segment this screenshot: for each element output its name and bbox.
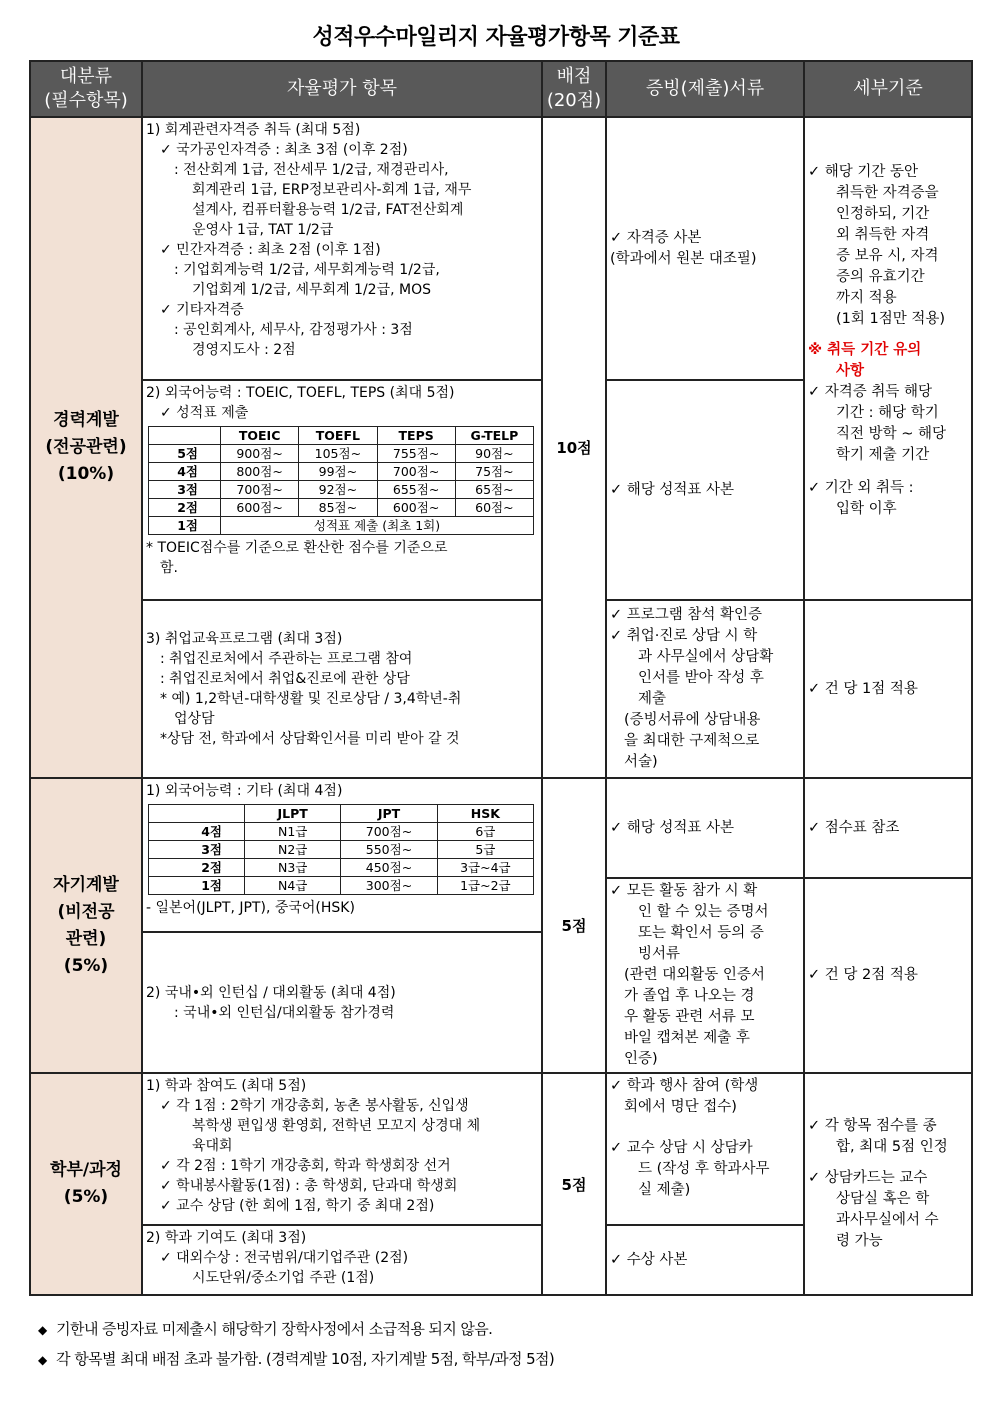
- item-language: 2) 외국어능력 : TOEIC, TOEFL, TEPS (최대 5점) ✓ 성적표 제출 TOEIC TOEFL TEPS G-TELP 5점 900점~ 105점~ 755점~ 90점~ 4점 800점~ 99점~ 700점~ 75점~ 3점 700점~ 92점~ 655점~ 65점~ 2점 600점~ 85점~ 600점~ 60점~ 1점 성적표 제출 (최초 1회) * TOEIC점수를 기준으로 환산한 점수를 기준으로 함.: [142, 380, 542, 600]
- category-self: 자기계발 (비전공 관련) (5%): [30, 778, 142, 1073]
- item-participation: 1) 학과 참여도 (최대 5점) ✓ 각 1점 : 2학기 개강총회, 농촌 봉사활동, 신입생 복학생 편입생 환영회, 전학년 모꼬지 상경대 체 육대회 ✓ 각 2점 : 1학기 개강총회, 학과 학생회장 선거 ✓ 학내봉사활동(1점) : 총 학생회, 단과대 학생회 ✓ 교수 상담 (한 회에 1점, 학기 중 최대 2점): [142, 1073, 542, 1225]
- header-criteria: 세부기준: [804, 61, 972, 117]
- proof-language: ✓ 해당 성적표 사본: [606, 380, 804, 600]
- score-career: 10점: [542, 117, 606, 778]
- language-score-table: TOEIC TOEFL TEPS G-TELP 5점 900점~ 105점~ 755점~ 90점~ 4점 800점~ 99점~ 700점~ 75점~ 3점 700점~ 92점~ 655점~ 65점~ 2점 600점~ 85점~ 600점~ 60점~ 1점 성적표 제출 (최초 1회): [148, 426, 534, 535]
- header-item: 자율평가 항목: [142, 61, 542, 117]
- criteria-other-language: ✓ 점수표 참조: [804, 778, 972, 878]
- proof-other-language: ✓ 해당 성적표 사본: [606, 778, 804, 878]
- proof-contribution: ✓ 수상 사본: [606, 1225, 804, 1295]
- criteria-internship: ✓ 건 당 2점 적용: [804, 878, 972, 1073]
- header-proof: 증빙(제출)서류: [606, 61, 804, 117]
- item-other-language: 1) 외국어능력 : 기타 (최대 4점) JLPT JPT HSK 4점 N1급 700점~ 6급 3점 N2급 550점~ 5급 2점 N3급 450점~ 3급~4급 1점 N4급 300점~ 1급~2급 - 일본어(JLPT, JPT), 중국어(HSK): [142, 778, 542, 932]
- proof-certificate: ✓ 자격증 사본 (학과에서 원본 대조필): [606, 117, 804, 380]
- footnote-2: ◆ 각 항목별 최대 배점 초과 불가함. (경력계발 10점, 자기계발 5점, 학부/과정 5점): [38, 1350, 555, 1368]
- proof-employment-program: ✓ 프로그램 참석 확인증 ✓ 취업·진로 상담 시 학 과 사무실에서 상담확 인서를 받아 작성 후 제출 (증빙서류에 상담내용 을 최대한 구제척으로 서술): [606, 600, 804, 778]
- criteria-department: ✓ 각 항목 점수를 종 합, 최대 5점 인정 ✓ 상담카드는 교수 상담실 혹은 학 과사무실에서 수 령 가능: [804, 1073, 972, 1295]
- score-self: 5점: [542, 778, 606, 1073]
- header-category: 대분류 (필수항목): [30, 61, 142, 117]
- criteria-note: ※ 취득 기간 유의: [808, 342, 922, 358]
- header-row: [30, 61, 972, 117]
- score-department: 5점: [542, 1073, 606, 1295]
- proof-internship: ✓ 모든 활동 참가 시 확 인 할 수 있는 증명서 또는 확인서 등의 증 빙서류 (관련 대외활동 인증서 가 졸업 후 나오는 경 우 활동 관련 서류 모 바일 캡쳐본 제출 후 인증): [606, 878, 804, 1073]
- category-department: 학부/과정 (5%): [30, 1073, 142, 1295]
- item-employment-program: 3) 취업교육프로그램 (최대 3점) : 취업진로처에서 주관하는 프로그램 참여 : 취업진로처에서 취업&진로에 관한 상담 * 예) 1,2학년-대학생활 및 진로상담 / 3,4학년-취 업상담 *상담 전, 학과에서 상담확인서를 미리 받아 갈 것: [142, 600, 542, 778]
- item-internship: 2) 국내•외 인턴십 / 대외활동 (최대 4점) : 국내•외 인턴십/대외활동 참가경력: [142, 932, 542, 1073]
- page-title: 성적우수마일리지 자율평가항목 기준표: [312, 25, 680, 50]
- proof-participation: ✓ 학과 행사 참여 (학생 회에서 명단 접수) ✓ 교수 상담 시 상담카 드 (작성 후 학과사무 실 제출): [606, 1073, 804, 1225]
- item-certificate: 1) 회계관련자격증 취득 (최대 5점) ✓ 국가공인자격증 : 최초 3점 (이후 2점) : 전산회계 1급, 전산세무 1/2급, 재경관리사, 회계관리 1급, ERP정보관리사-회계 1급, 재무 설계사, 컴퓨터활용능력 1/2급, FAT전산회계 운영사 1급, TAT 1/2급 ✓ 민간자격증 : 최초 2점 (이후 1점) : 기업회계능력 1/2급, 세무회계능력 1/2급, 기업회계 1/2급, 세무회계 1/2급, MOS ✓ 기타자격증 : 공인회계사, 세무사, 감정평가사 : 3점 경영지도사 : 2점: [142, 117, 542, 380]
- category-career: 경력계발 (전공관련) (10%): [30, 117, 142, 778]
- criteria-employment-program: ✓ 건 당 1점 적용: [804, 600, 972, 778]
- item-contribution: 2) 학과 기여도 (최대 3점) ✓ 대외수상 : 전국범위/대기업주관 (2점) 시도단위/중소기업 주관 (1점): [142, 1225, 542, 1295]
- criteria-certificate: ✓ 해당 기간 동안 취득한 자격증을 인정하되, 기간 외 취득한 자격 증 보유 시, 자격 증의 유효기간 까지 적용 (1회 1점만 적용) ※ 취득 기간 유의 사항 ✓ 자격증 취득 해당 기간 : 해당 학기 직전 방학 ~ 해당 학기 제출 기간 ✓ 기간 외 취득 : 입학 이후: [804, 117, 972, 600]
- criteria-table: [29, 60, 973, 1296]
- header-score: 배점 (20점): [542, 61, 606, 117]
- other-language-table: JLPT JPT HSK 4점 N1급 700점~ 6급 3점 N2급 550점~ 5급 2점 N3급 450점~ 3급~4급 1점 N4급 300점~ 1급~2급: [148, 804, 534, 895]
- footnote-1: ◆ 기한내 증빙자료 미제출시 해당학기 장학사정에서 소급적용 되지 않음.: [38, 1320, 493, 1338]
